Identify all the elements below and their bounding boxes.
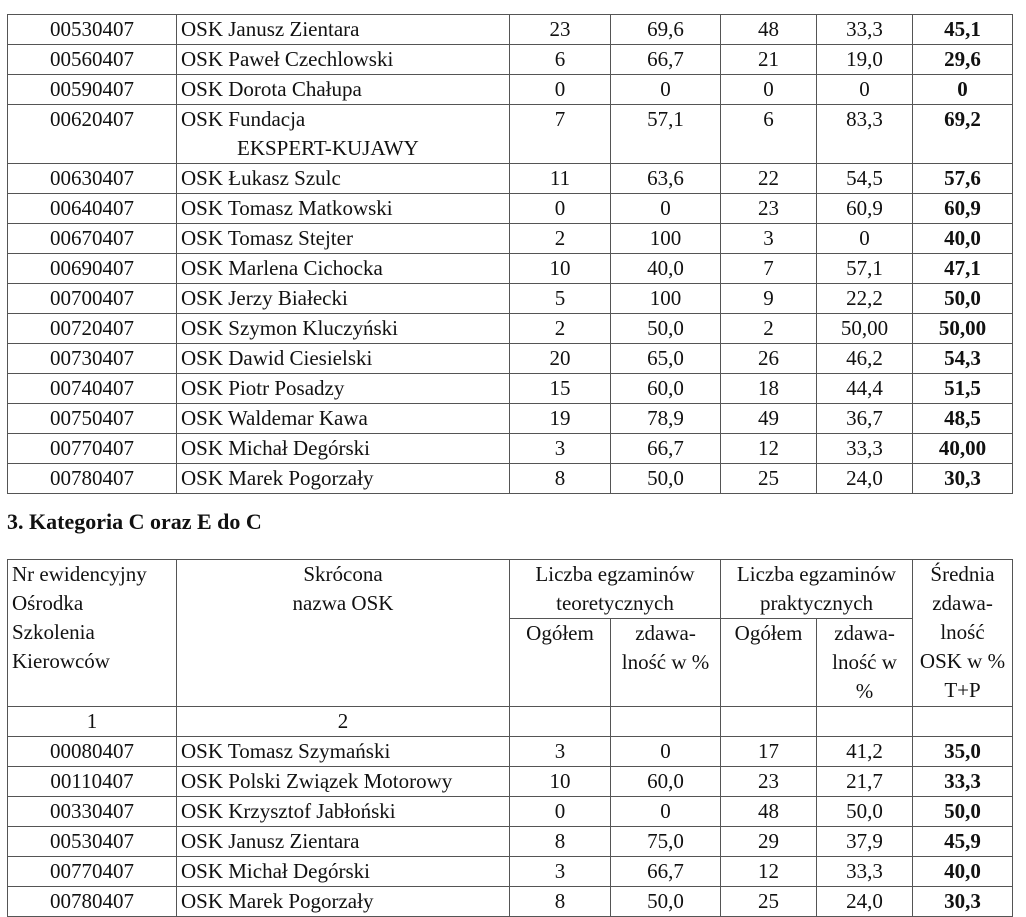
practice-pass-rate: 44,4	[817, 374, 913, 404]
practice-total: 25	[721, 464, 817, 494]
table-row	[8, 164, 1013, 194]
osk-number: 00530407	[8, 827, 177, 857]
osk-number: 00110407	[8, 767, 177, 797]
osk-number: 00780407	[8, 464, 177, 494]
table-row	[8, 105, 1013, 164]
practice-pass-rate: 41,2	[817, 737, 913, 767]
osk-number: 00530407	[8, 15, 177, 45]
theory-total: 11	[510, 164, 611, 194]
osk-number: 00770407	[8, 434, 177, 464]
practice-total: 18	[721, 374, 817, 404]
practice-total: 7	[721, 254, 817, 284]
practice-total: 25	[721, 887, 817, 917]
empty-cell	[510, 707, 611, 737]
average-pass-rate: 45,9	[913, 827, 1013, 857]
column-number-1: 1	[8, 707, 177, 737]
table-row	[8, 75, 1013, 105]
theory-total: 7	[510, 105, 611, 164]
theory-pass-rate: 100	[611, 224, 721, 254]
osk-name: OSK Jerzy Białecki	[177, 284, 510, 314]
theory-total: 3	[510, 737, 611, 767]
table-row	[8, 374, 1013, 404]
theory-pass-rate: 63,6	[611, 164, 721, 194]
header-practice-pct: zdawa- lność w %	[817, 619, 913, 707]
practice-pass-rate: 21,7	[817, 767, 913, 797]
osk-name: OSK Fundacja EKSPERT-KUJAWY	[177, 105, 510, 164]
average-pass-rate: 45,1	[913, 15, 1013, 45]
theory-total: 8	[510, 887, 611, 917]
header-row	[8, 560, 1013, 619]
table-row	[8, 767, 1013, 797]
osk-name: OSK Michał Degórski	[177, 434, 510, 464]
practice-pass-rate: 33,3	[817, 434, 913, 464]
osk-number: 00740407	[8, 374, 177, 404]
table-row	[8, 15, 1013, 45]
average-pass-rate: 30,3	[913, 464, 1013, 494]
header-theory-pct: zdawa- lność w %	[611, 619, 721, 707]
average-pass-rate: 40,0	[913, 857, 1013, 887]
average-pass-rate: 48,5	[913, 404, 1013, 434]
practice-total: 17	[721, 737, 817, 767]
osk-name: OSK Marek Pogorzały	[177, 887, 510, 917]
practice-total: 2	[721, 314, 817, 344]
practice-pass-rate: 37,9	[817, 827, 913, 857]
practice-pass-rate: 50,00	[817, 314, 913, 344]
column-number-2: 2	[177, 707, 510, 737]
average-pass-rate: 50,00	[913, 314, 1013, 344]
header-name: Skrócona nazwa OSK	[177, 560, 510, 707]
header-theory: Liczba egzaminów teoretycznych	[510, 560, 721, 619]
table-row	[8, 857, 1013, 887]
osk-number: 00690407	[8, 254, 177, 284]
practice-pass-rate: 57,1	[817, 254, 913, 284]
average-pass-rate: 29,6	[913, 45, 1013, 75]
theory-total: 0	[510, 75, 611, 105]
practice-total: 26	[721, 344, 817, 374]
theory-total: 8	[510, 464, 611, 494]
empty-cell	[611, 707, 721, 737]
theory-total: 5	[510, 284, 611, 314]
practice-total: 0	[721, 75, 817, 105]
average-pass-rate: 51,5	[913, 374, 1013, 404]
table-row	[8, 737, 1013, 767]
table-row	[8, 827, 1013, 857]
theory-pass-rate: 66,7	[611, 857, 721, 887]
osk-number: 00590407	[8, 75, 177, 105]
practice-total: 12	[721, 434, 817, 464]
osk-name: OSK Michał Degórski	[177, 857, 510, 887]
theory-total: 15	[510, 374, 611, 404]
theory-pass-rate: 40,0	[611, 254, 721, 284]
average-pass-rate: 57,6	[913, 164, 1013, 194]
practice-pass-rate: 24,0	[817, 887, 913, 917]
theory-total: 2	[510, 224, 611, 254]
table-row	[8, 887, 1013, 917]
practice-total: 23	[721, 767, 817, 797]
practice-pass-rate: 0	[817, 224, 913, 254]
table-row	[8, 284, 1013, 314]
average-pass-rate: 50,0	[913, 284, 1013, 314]
theory-pass-rate: 60,0	[611, 374, 721, 404]
practice-pass-rate: 36,7	[817, 404, 913, 434]
theory-total: 23	[510, 15, 611, 45]
osk-number: 00560407	[8, 45, 177, 75]
osk-name: OSK Dorota Chałupa	[177, 75, 510, 105]
section-heading: 3. Kategoria C oraz E do C	[7, 509, 262, 534]
table-row	[8, 314, 1013, 344]
practice-pass-rate: 46,2	[817, 344, 913, 374]
osk-number: 00670407	[8, 224, 177, 254]
theory-total: 8	[510, 827, 611, 857]
theory-pass-rate: 66,7	[611, 434, 721, 464]
osk-number: 00620407	[8, 105, 177, 164]
practice-total: 22	[721, 164, 817, 194]
theory-pass-rate: 100	[611, 284, 721, 314]
header-practice: Liczba egzaminów praktycznych	[721, 560, 913, 619]
osk-number: 00640407	[8, 194, 177, 224]
table-row	[8, 254, 1013, 284]
theory-pass-rate: 57,1	[611, 105, 721, 164]
theory-pass-rate: 75,0	[611, 827, 721, 857]
theory-pass-rate: 0	[611, 797, 721, 827]
table-row	[8, 797, 1013, 827]
header-practice-total: Ogółem	[721, 619, 817, 707]
practice-pass-rate: 33,3	[817, 15, 913, 45]
average-pass-rate: 69,2	[913, 105, 1013, 164]
osk-number: 00700407	[8, 284, 177, 314]
theory-pass-rate: 69,6	[611, 15, 721, 45]
osk-name: OSK Marlena Cichocka	[177, 254, 510, 284]
osk-number: 00330407	[8, 797, 177, 827]
osk-name: OSK Marek Pogorzały	[177, 464, 510, 494]
theory-pass-rate: 65,0	[611, 344, 721, 374]
osk-name: OSK Szymon Kluczyński	[177, 314, 510, 344]
osk-number: 00750407	[8, 404, 177, 434]
theory-total: 10	[510, 254, 611, 284]
average-pass-rate: 33,3	[913, 767, 1013, 797]
osk-name: OSK Janusz Zientara	[177, 827, 510, 857]
table-row	[8, 344, 1013, 374]
average-pass-rate: 35,0	[913, 737, 1013, 767]
osk-name: OSK Tomasz Stejter	[177, 224, 510, 254]
practice-pass-rate: 19,0	[817, 45, 913, 75]
practice-total: 3	[721, 224, 817, 254]
practice-pass-rate: 22,2	[817, 284, 913, 314]
table-row	[8, 434, 1013, 464]
practice-total: 49	[721, 404, 817, 434]
theory-total: 3	[510, 434, 611, 464]
average-pass-rate: 54,3	[913, 344, 1013, 374]
table-row	[8, 194, 1013, 224]
table-row	[8, 464, 1013, 494]
practice-total: 21	[721, 45, 817, 75]
empty-cell	[913, 707, 1013, 737]
average-pass-rate: 0	[913, 75, 1013, 105]
average-pass-rate: 30,3	[913, 887, 1013, 917]
average-pass-rate: 60,9	[913, 194, 1013, 224]
practice-pass-rate: 83,3	[817, 105, 913, 164]
practice-total: 48	[721, 15, 817, 45]
table-row	[8, 224, 1013, 254]
theory-total: 6	[510, 45, 611, 75]
header-average: Średnia zdawa- lność OSK w % T+P	[913, 560, 1013, 707]
results-table-category-c	[7, 559, 1013, 917]
practice-total: 12	[721, 857, 817, 887]
practice-pass-rate: 54,5	[817, 164, 913, 194]
empty-cell	[817, 707, 913, 737]
theory-total: 19	[510, 404, 611, 434]
table-row	[8, 45, 1013, 75]
theory-pass-rate: 50,0	[611, 887, 721, 917]
theory-pass-rate: 50,0	[611, 314, 721, 344]
average-pass-rate: 40,00	[913, 434, 1013, 464]
theory-total: 2	[510, 314, 611, 344]
osk-number: 00630407	[8, 164, 177, 194]
theory-pass-rate: 0	[611, 737, 721, 767]
theory-total: 3	[510, 857, 611, 887]
theory-pass-rate: 50,0	[611, 464, 721, 494]
theory-pass-rate: 66,7	[611, 45, 721, 75]
theory-total: 10	[510, 767, 611, 797]
header-nr: Nr ewidencyjny Ośrodka Szkolenia Kierowców	[8, 560, 177, 707]
osk-name: OSK Piotr Posadzy	[177, 374, 510, 404]
osk-name: OSK Krzysztof Jabłoński	[177, 797, 510, 827]
osk-number: 00780407	[8, 887, 177, 917]
osk-name: OSK Dawid Ciesielski	[177, 344, 510, 374]
practice-total: 9	[721, 284, 817, 314]
osk-name: OSK Polski Związek Motorowy	[177, 767, 510, 797]
practice-total: 29	[721, 827, 817, 857]
header-theory-total: Ogółem	[510, 619, 611, 707]
osk-name: OSK Tomasz Szymański	[177, 737, 510, 767]
empty-cell	[721, 707, 817, 737]
theory-total: 0	[510, 194, 611, 224]
osk-number: 00770407	[8, 857, 177, 887]
osk-name: OSK Tomasz Matkowski	[177, 194, 510, 224]
practice-total: 6	[721, 105, 817, 164]
osk-name: OSK Waldemar Kawa	[177, 404, 510, 434]
theory-pass-rate: 0	[611, 194, 721, 224]
theory-total: 20	[510, 344, 611, 374]
osk-number: 00080407	[8, 737, 177, 767]
table-row	[8, 404, 1013, 434]
results-table-top	[7, 14, 1013, 494]
theory-pass-rate: 0	[611, 75, 721, 105]
practice-pass-rate: 60,9	[817, 194, 913, 224]
theory-pass-rate: 60,0	[611, 767, 721, 797]
column-number-row	[8, 707, 1013, 737]
practice-pass-rate: 0	[817, 75, 913, 105]
average-pass-rate: 40,0	[913, 224, 1013, 254]
practice-pass-rate: 33,3	[817, 857, 913, 887]
practice-total: 48	[721, 797, 817, 827]
osk-name: OSK Janusz Zientara	[177, 15, 510, 45]
practice-pass-rate: 50,0	[817, 797, 913, 827]
osk-name: OSK Paweł Czechlowski	[177, 45, 510, 75]
practice-pass-rate: 24,0	[817, 464, 913, 494]
osk-name: OSK Łukasz Szulc	[177, 164, 510, 194]
theory-total: 0	[510, 797, 611, 827]
average-pass-rate: 50,0	[913, 797, 1013, 827]
theory-pass-rate: 78,9	[611, 404, 721, 434]
osk-number: 00720407	[8, 314, 177, 344]
osk-number: 00730407	[8, 344, 177, 374]
average-pass-rate: 47,1	[913, 254, 1013, 284]
practice-total: 23	[721, 194, 817, 224]
